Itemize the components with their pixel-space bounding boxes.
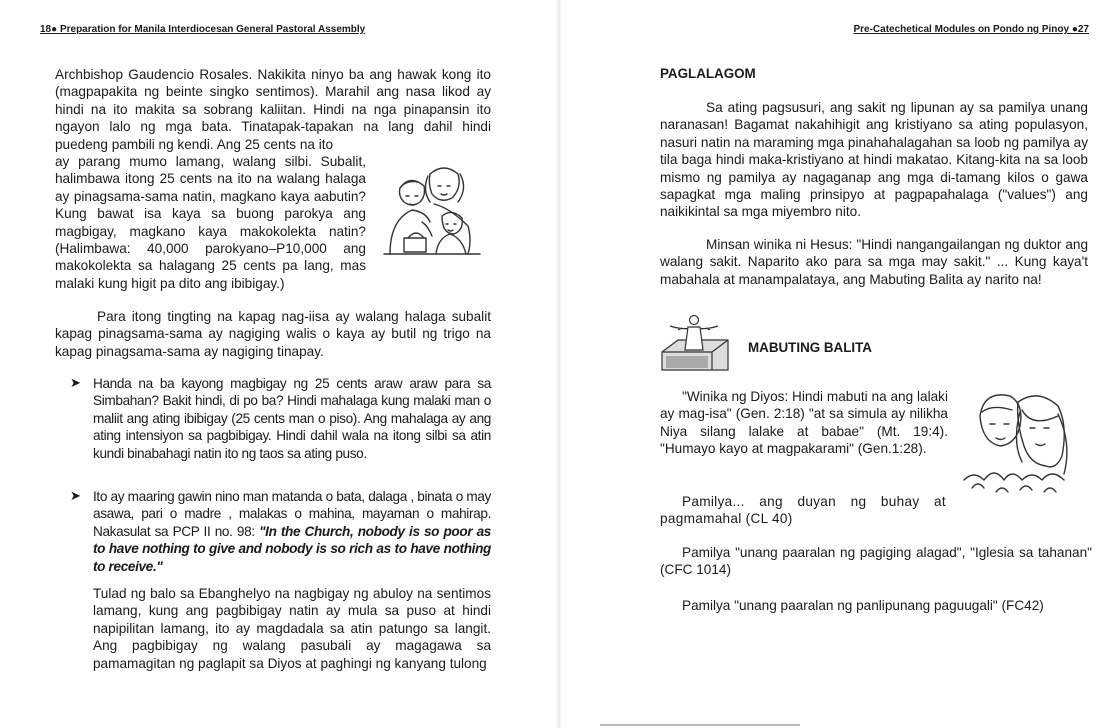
pcp-quote: "In the Church, nobody is so poor as to have nothing to give and nobody is so rich as to have nothing to receive." <box>93 523 491 574</box>
family-quote-cfc1014: Pamilya "unang paaralan ng pagiging alagad", "Iglesia sa tahanan" (CFC 1014) <box>660 545 1092 578</box>
left-page-header: 18● Preparation for Manila Interdiocesan General Pastoral Assembly <box>40 24 366 35</box>
couple-illustration <box>960 384 1078 502</box>
right-page <box>562 0 1117 728</box>
section-heading-paglalagom: PAGLALAGOM <box>660 66 756 81</box>
left-page <box>0 0 556 728</box>
bullet-arrow-icon: ➤ <box>70 375 81 390</box>
right-paragraph-1: Sa ating pagsusuri, ang sakit ng lipunan ay sa pamilya unang naranasan! Bagamat nakahihigit ang kristiyano sa ating populasyon, nasuri natin na maraming mga pinahahalagahan sa loob ng pamilya ay tila baga hindi maka-kristiyano at hindi makatao. Kitang-kita na sa loob mismo ng pamilya ay nagaganap ang mga di-tamang kilos o gawa sapagkat mga maling prinsipyo at pagpapahalaga ("values") ang naikikintal sa mga miyembro nito. <box>660 100 1088 220</box>
right-paragraph-2: Minsan winika ni Hesus: "Hindi nangangailangan ng duktor ang walang sakit. Naparito ako para sa mga may sakit." ... Kung kaya't mabahala at manampalataya, ang Mabuting Balita ay narito na! <box>660 237 1088 287</box>
bullet-arrow-icon: ➤ <box>70 488 81 503</box>
family-quote-fc42: Pamilya "unang paaralan ng panlipunang paguugali" (FC42) <box>682 598 1044 613</box>
family-quote-cl40: Pamilya... ang duyan ng buhay at pagmamahal (CL 40) <box>660 494 946 527</box>
left-paragraph-1: Archbishop Gaudencio Rosales. Nakikita ninyo ba ang hawak kong ito (magpapakita ng beinte singko sentimos). Marahil ang nasa likod ay hindi na ito makita sa sobrang kaliitan. Hindi na nga pinapansin ito ngayon lalo ng mga bata. Tinatapak-tapakan na lang dahil hindi puedeng pambili ng kendi. Ang 25 cents na ito <box>55 67 491 152</box>
left-paragraph-3: Tulad ng balo sa Ebanghelyo na nagbigay ng abuloy na sentimos lamang, kung ang pagbibigay natin ay mula sa puso at hindi napipilitan lamang, ito ay magdadala sa atin patungo sa langit. Ang pagbibigay ng walang pasubali ay magagawa sa pamamagitan ng paglapit sa Diyos at paghingi ng kanyang tulong <box>93 586 491 671</box>
jesus-illustration <box>658 312 730 374</box>
bullet-item-2 <box>93 488 491 575</box>
left-paragraph-1-continued: ay parang mumo lamang, walang silbi. Subalit, halimbawa itong 25 cents na ito na walang halaga ay pinagsama-sama natin, magkano kaya aabutin? Kung bawat isa kaya sa buong parokya ang magbigay, magkano kaya makokolekta natin? (Halimbawa: 40,000 parokyano–P10,000 ang makokolekta sa halagang 25 cents pa lang, mas malaki kung higit pa dito ang ibibigay.) <box>55 154 366 291</box>
family-illustration <box>378 154 486 262</box>
bullet-item-1: Handa na ba kayong magbigay ng 25 cents araw araw para sa Simbahan? Bakit hindi, di po ba? Hindi mahalaga kung malaki man o maliit ang ating ibibigay (25 cents man o piso). Ang mahalaga ay ang ating intensiyon sa pagbibigay. Hindi dahil wala na itong silbi sa atin kundi binabahagi natin ito ng taos sa ating puso. <box>93 376 491 461</box>
genesis-quote: "Winika ng Diyos: Hindi mabuti na ang lalaki ay mag-isa" (Gen. 2:18) "at sa simula ay nilikha Niya silang lalake at babae" (Mt. 19:4). "Humayo kayo at magpakarami" (Gen.1:28). <box>660 389 948 457</box>
bullet-item-2-text: Ito ay maaring gawin nino man matanda o bata, dalaga , binata o may asawa, pari o madre , malakas o mahina, mayaman o mahirap. Nakasulat sa PCP II no. 98: <box>93 489 491 539</box>
section-heading-mabuting-balita: MABUTING BALITA <box>748 340 872 355</box>
right-page-header: Pre-Catechetical Modules on Pondo ng Pinoy ●27 <box>853 24 1089 35</box>
left-paragraph-2: Para itong tingting na kapag nag-iisa ay walang halaga subalit kapag pinagsama-sama ay nagiging walis o kaya ay butil ng trigo na kapag pinagsama-sama ay nagiging tinapay. <box>55 309 491 359</box>
